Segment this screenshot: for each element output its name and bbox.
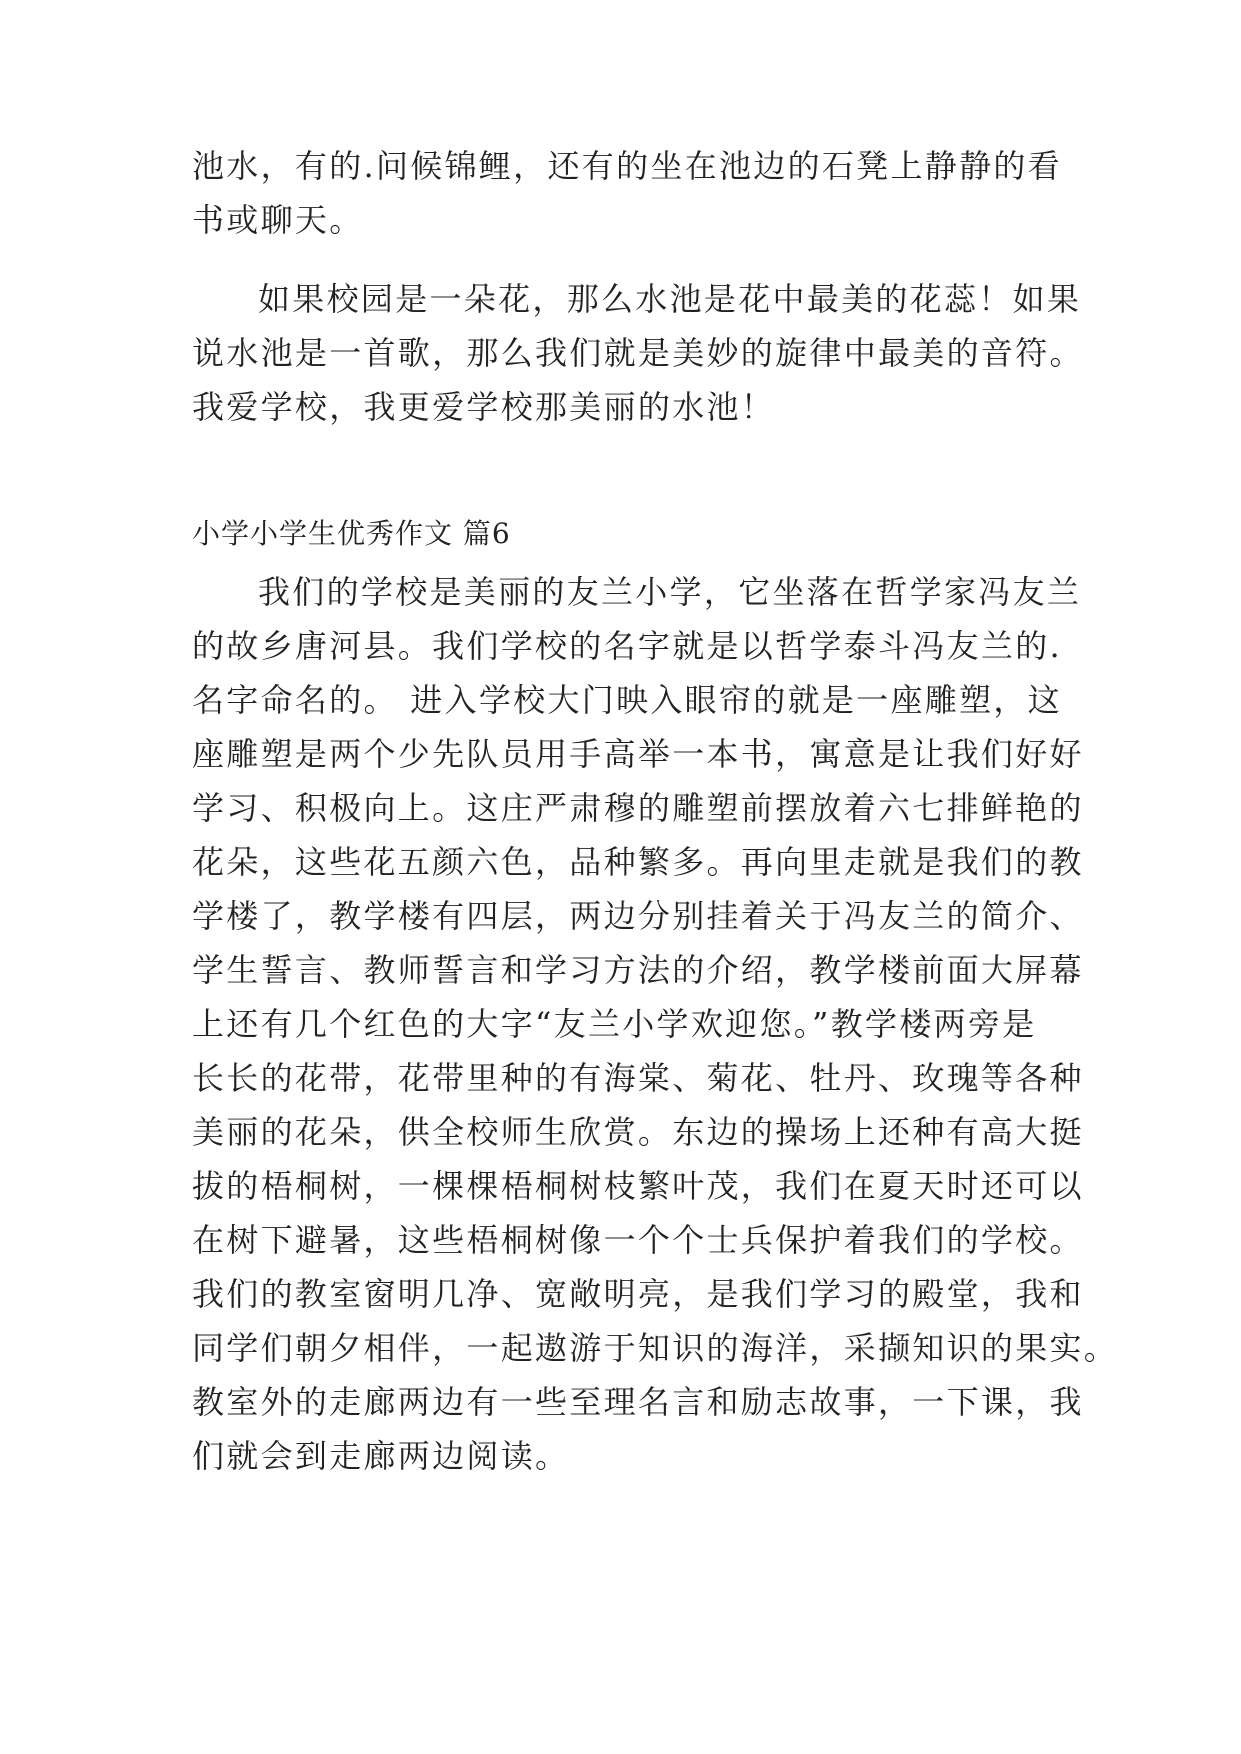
paragraph-line: 拔的梧桐树，一棵棵梧桐树枝繁叶茂，我们在夏天时还可以: [192, 1167, 1084, 1205]
paragraph-line: 座雕塑是两个少先队员用手高举一本书，寓意是让我们好好: [192, 735, 1084, 773]
paragraph-line: 我们的教室窗明几净、宽敞明亮，是我们学习的殿堂，我和: [192, 1275, 1084, 1313]
paragraph-line: 我爱学校，我更爱学校那美丽的水池！: [192, 388, 776, 426]
paragraph-line: 美丽的花朵，供全校师生欣赏。东边的操场上还种有高大挺: [192, 1113, 1084, 1151]
paragraph-line: 的故乡唐河县。我们学校的名字就是以哲学泰斗冯友兰的.: [192, 627, 1062, 665]
essay-heading: 小学小学生优秀作文 篇6: [192, 517, 511, 550]
paragraph-line: 花朵，这些花五颜六色，品种繁多。再向里走就是我们的教: [192, 843, 1084, 881]
paragraph-line: 教室外的走廊两边有一些至理名言和励志故事，一下课，我: [192, 1383, 1084, 1421]
paragraph-line: 学楼了，教学楼有四层，两边分别挂着关于冯友兰的简介、: [192, 897, 1084, 935]
paragraph-line: 书或聊天。: [192, 201, 364, 239]
paragraph-line: 们就会到走廊两边阅读。: [192, 1437, 570, 1475]
paragraph-line: 池水，有的.问候锦鲤，还有的坐在池边的石凳上静静的看: [192, 147, 1062, 185]
paragraph-line: 同学们朝夕相伴，一起遨游于知识的海洋，采撷知识的果实。: [192, 1329, 1119, 1367]
paragraph-line: 学生誓言、教师誓言和学习方法的介绍，教学楼前面大屏幕: [192, 951, 1084, 989]
paragraph-line: 在树下避暑，这些梧桐树像一个个士兵保护着我们的学校。: [192, 1221, 1084, 1259]
paragraph-line: 如果校园是一朵花，那么水池是花中最美的花蕊！如果: [258, 280, 1082, 318]
paragraph-line: 我们的学校是美丽的友兰小学，它坐落在哲学家冯友兰: [258, 573, 1082, 611]
paragraph-line: 上还有几个红色的大字“友兰小学欢迎您。”教学楼两旁是: [192, 1005, 1037, 1043]
paragraph-line: 说水池是一首歌，那么我们就是美妙的旋律中最美的音符。: [192, 334, 1084, 372]
paragraph-line: 长长的花带，花带里种的有海棠、菊花、牡丹、玫瑰等各种: [192, 1059, 1084, 1097]
paragraph-line: 学习、积极向上。这庄严肃穆的雕塑前摆放着六七排鲜艳的: [192, 789, 1084, 827]
paragraph-line: 名字命名的。 进入学校大门映入眼帘的就是一座雕塑，这: [192, 681, 1062, 719]
